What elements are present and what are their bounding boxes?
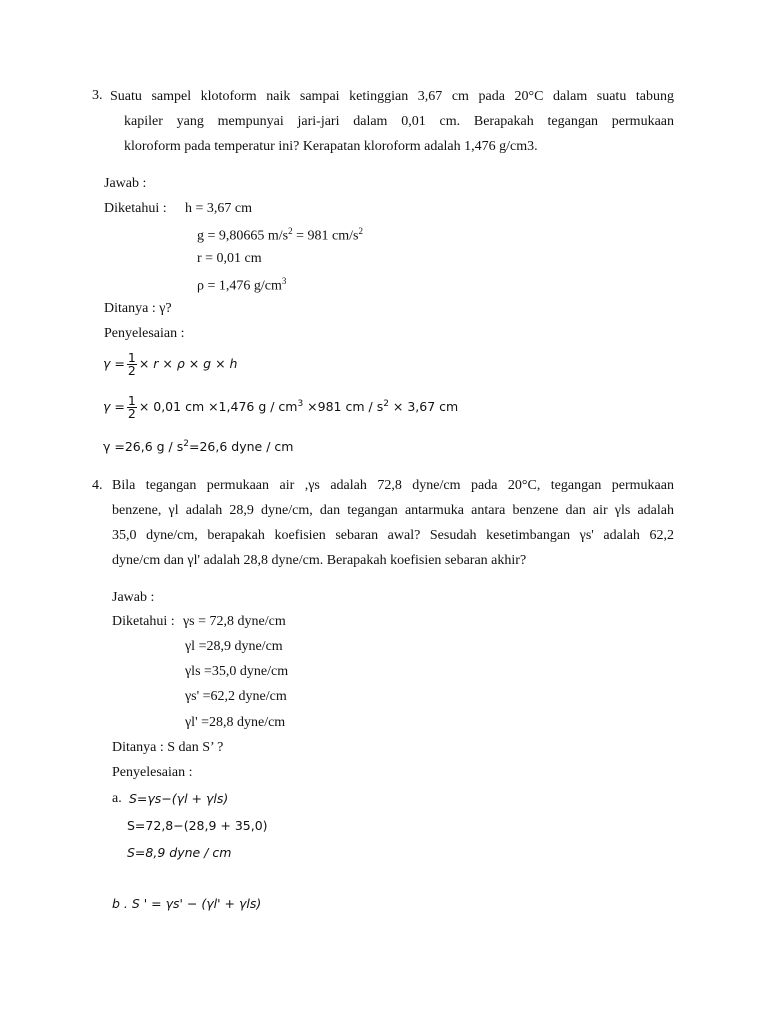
q3-given-rho: ρ = 1,476 $g/cm^3$ <box>197 276 287 294</box>
question-4-line-3: 35,0 dyne/cm, berapakah koefisien sebaran awal? Sesudah kesetimbangan γs' adalah 62,2 <box>112 528 674 543</box>
question-4-line-4: dyne/cm dan γl' adalah 28,8 dyne/cm. Berapakah koefisien sebaran akhir? <box>112 553 527 568</box>
q4-given-2: γl =28,9 dyne/cm <box>185 639 283 654</box>
q4-given-4: γs' =62,2 dyne/cm <box>185 689 287 704</box>
q3-penyelesaian: Penyelesaian : <box>104 326 185 341</box>
q4-part-a-equation-2: S=72,8−(28,9 + 35,0) <box>127 818 268 833</box>
q4-given-3: γls =35,0 dyne/cm <box>185 664 289 679</box>
q4-jawab: Jawab : <box>112 590 155 605</box>
q4-penyelesaian: Penyelesaian : <box>112 765 193 780</box>
q3-given-r: r = 0,01 cm <box>197 251 262 266</box>
question-4-line-1: Bila tegangan permukaan air ,γs adalah 72,8 dyne/cm pada 20°C, tegangan permukaan <box>112 478 674 493</box>
q4-part-b-equation: b . S ' = γs' − (γl' + γls) <box>112 896 262 911</box>
question-3-line-2: kapiler yang mempunyai jari-jari dalam 0,01 cm. Berapakah tegangan permukaan <box>124 114 674 129</box>
q3-given-g: g = 9,80665 $m/s^2 = 981$ $cm/s^2$ <box>197 226 363 244</box>
q3-given-h: h = 3,67 cm <box>185 201 252 216</box>
q4-part-a-equation-3: S=8,9 dyne / cm <box>127 845 232 860</box>
q4-ditanya: Ditanya : S dan S’ ? <box>112 740 224 755</box>
q4-diketahui-label: Diketahui : <box>112 614 175 629</box>
q3-equation-2: γ = $\frac{1}{2}$ × 0,01 cm ×1,476 $g / cm^3 \times 981$ cm / $s^2 \times 3,67$ cm <box>103 393 459 421</box>
q3-equation-1: γ = $\frac{1}{2}$ × r × ρ × g × h <box>103 350 238 378</box>
fraction: $\frac{1}{2}$ <box>127 393 136 421</box>
fraction: $\frac{1}{2}$ <box>127 350 136 378</box>
question-number-4: 4. <box>92 478 103 493</box>
question-number-3: 3. <box>92 88 103 103</box>
question-3-line-3: kloroform pada temperatur ini? Kerapatan kloroform adalah 1,476 g/cm3. <box>124 139 538 154</box>
question-3-line-1: Suatu sampel klotoform naik sampai ketinggian 3,67 cm pada 20°C dalam suatu tabung <box>110 89 674 104</box>
q3-equation-3: γ =26,6 $g / s^2=26,6$ dyne / cm <box>103 439 294 455</box>
q4-part-a-label: a. <box>112 791 122 806</box>
question-4-line-2: benzene, γl adalah 28,9 dyne/cm, dan tegangan antarmuka antara benzene dan air γls adalah <box>112 503 674 518</box>
q4-part-a-equation-1: S=γs−(γl + γls) <box>129 791 229 806</box>
q3-ditanya: Ditanya : γ? <box>104 301 172 316</box>
q3-diketahui-label: Diketahui : <box>104 201 167 216</box>
q4-given-1: γs = 72,8 dyne/cm <box>183 614 286 629</box>
q3-jawab: Jawab : <box>104 176 147 191</box>
q4-given-5: γl' =28,8 dyne/cm <box>185 715 286 730</box>
